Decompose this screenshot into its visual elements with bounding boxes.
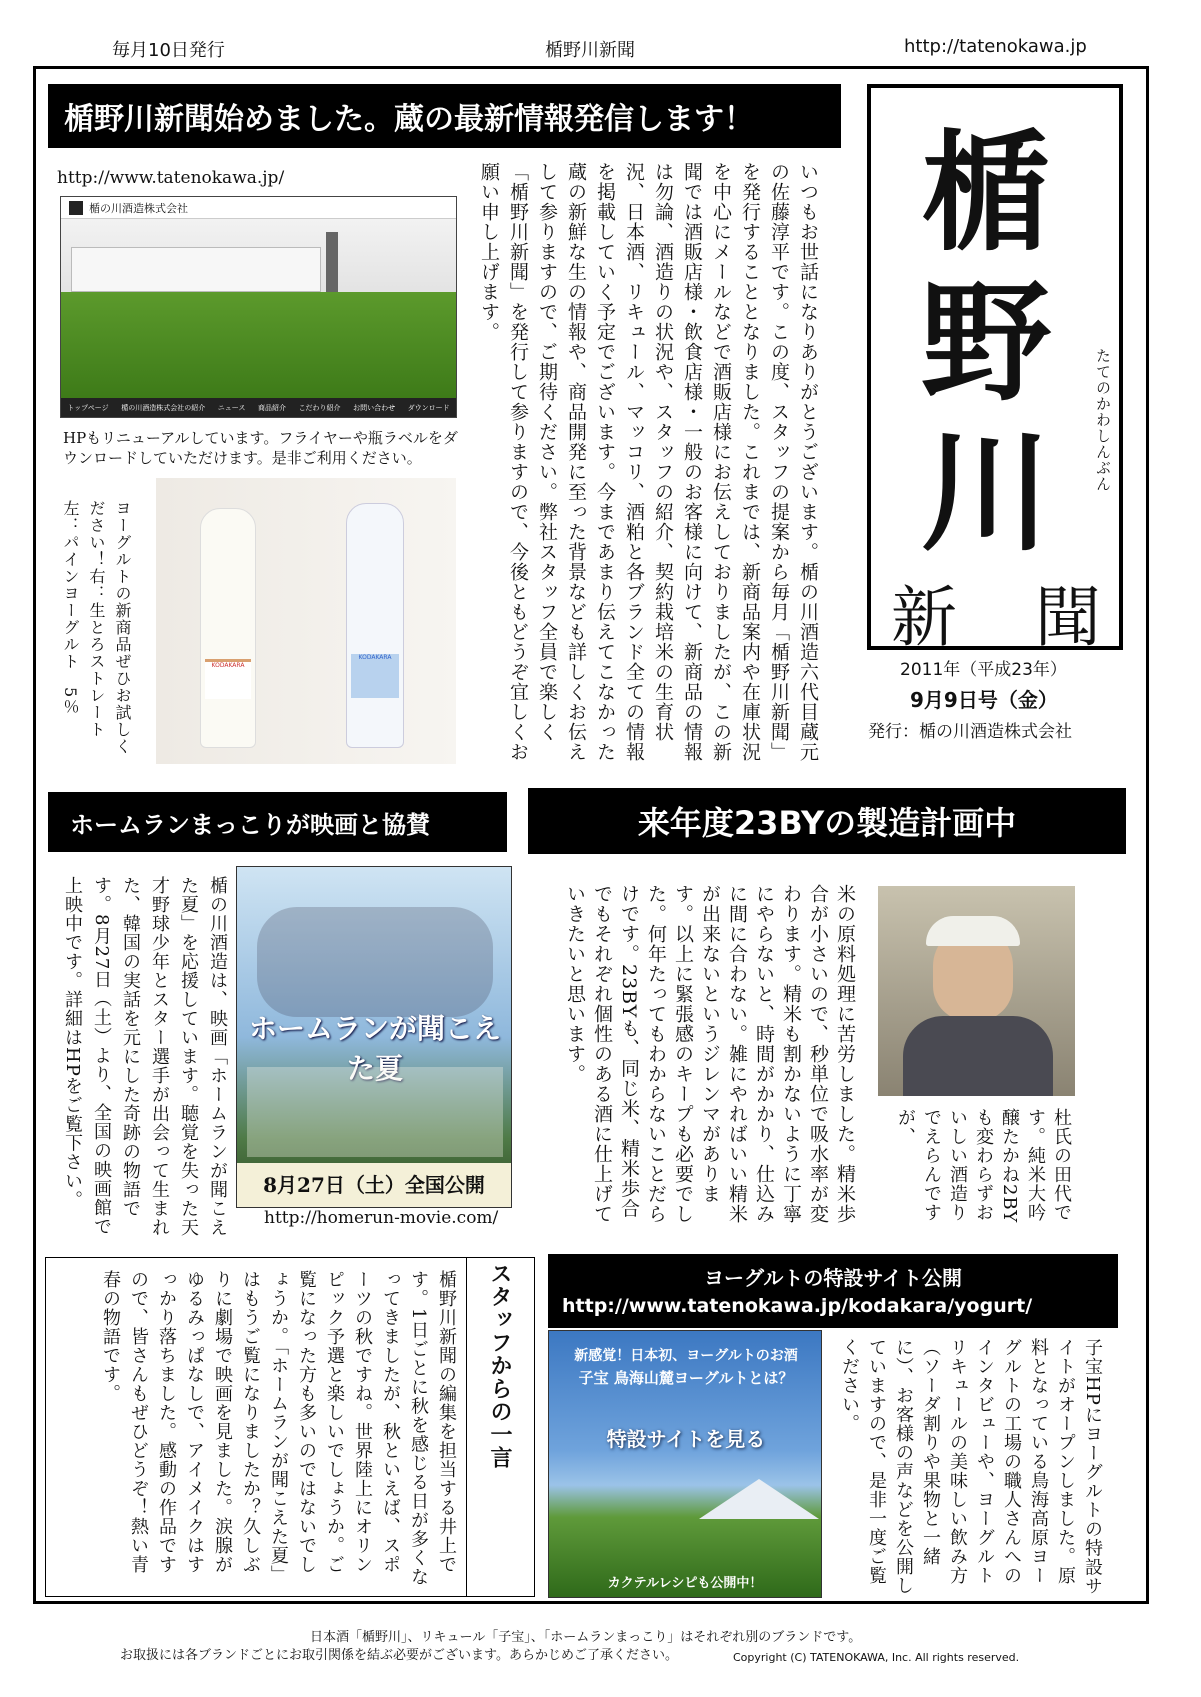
footer-copyright: Copyright (C) TATENOKAWA, Inc. All rights reserved.	[733, 1651, 1020, 1664]
poster-stadium	[247, 1067, 503, 1157]
homerun-headline	[48, 792, 507, 852]
website-url[interactable]: http://www.tatenokawa.jp/	[57, 168, 285, 188]
homerun-article: 楯の川酒造は、映画「ホームランが聞こえた夏」を応援しています。聴覚を失った天才野球少年とスター選手が出会って生まれた、韓国の実話を元にした奇跡の物語です。8月27日（土）より、全国の映画館で上映中です。詳細はHPをご覧下さい。	[62, 876, 228, 1237]
yogurt-site-url[interactable]: http://www.tatenokawa.jp/kodakara/yogurt/	[562, 1295, 1033, 1317]
bottle-label: KODAKARA	[351, 654, 399, 698]
plan-article: 米の原料処理に苦労しました。精米歩合が小さいので、秒単位で吸水率が変わります。精米も割かないように丁寧にやらないと、時間がかかり、仕込みに間に合わない。雑にやればいい精米が出来ないというジレンマがあります。以上に緊張感のキープも必要でした。何年たってもわからないことだらけです。23BYも、同じ米、精米歩合でもそれぞれ個性のある酒に仕上げていきたいと思います。	[564, 884, 856, 1224]
bottle-left	[200, 508, 256, 748]
website-nav	[61, 398, 456, 417]
homerun-url[interactable]: http://homerun-movie.com/	[264, 1208, 499, 1228]
poster-title: ホームランが聞こえた夏	[248, 1012, 501, 1085]
issue-frequency: 毎月10日発行	[112, 40, 225, 61]
nav-item[interactable]: ダウンロード	[407, 403, 450, 412]
masthead-char: 川	[920, 417, 1051, 569]
yogurt-product-caption: ヨーグルトの新商品ぜひお試しください！右：生とろストレート 左：パインヨーグルト 5％	[61, 500, 132, 755]
staff-article: 楯野川新聞の編集を担当する井上です。1日ごとに秋を感じる日が多くなってきましたが、秋といえば、スポーツの秋ですね。世界陸上にオリンピック予選と楽しいでしょうか。ご覧になった方も多いのではないでしょうか。「ホームランが聞こえた夏」はもうご覧になりましたか？久しぶりに劇場で映画を見ました。涙腺がゆるみっぱなしで、アイメイクはすっかり落ちました。感動の作品ですので、皆さんもぜひどうぞ！熱い青春の物語です。	[100, 1270, 457, 1587]
brewery-chimney	[326, 232, 338, 292]
plan-headline-text: 来年度23BYの製造計画中	[637, 804, 1017, 842]
website-screenshot	[60, 196, 457, 418]
masthead-char: 楯	[920, 117, 1051, 269]
website-caption: HPもリニューアルしています。フライヤーや瓶ラベルをダウンロードしていただけます。是非ご利用ください。	[63, 429, 458, 467]
banner-line2: 子宝 鳥海山麓ヨーグルトとは？	[578, 1369, 794, 1387]
masthead-logo	[867, 84, 1123, 656]
bottle-right	[346, 503, 404, 748]
main-headline-text: 楯野川新聞始めました。蔵の最新情報発信します！	[64, 102, 754, 137]
company-logo-icon	[69, 201, 83, 215]
issue-publisher: 発行：楯の川酒造株式会社	[868, 722, 1072, 742]
person-body	[903, 1016, 1053, 1096]
yogurt-bottles-photo	[156, 478, 456, 764]
header-url[interactable]: http://tatenokawa.jp	[904, 36, 1087, 57]
nav-item[interactable]: 商品紹介	[258, 403, 286, 412]
mountain-image	[699, 1479, 819, 1519]
issue-year: 2011年（平成23年）	[900, 660, 1067, 680]
footer-notice: お取扱には各ブランドごとにお取引関係を結ぶ必要がございます。あらかじめご了承ください。	[120, 1648, 678, 1663]
staff-headline: スタッフからの一言	[487, 1262, 513, 1469]
header-title: 楯野川新聞	[545, 40, 635, 61]
nav-item[interactable]: お問い合わせ	[353, 403, 396, 412]
plan-side-note: 杜氏の田代です。純米大吟醸たかね2BYも変わらずおいしい酒造りでえらんですが、	[895, 1108, 1072, 1224]
main-headline	[48, 84, 841, 148]
homerun-headline-text: ホームランまっこりが映画と協賛	[70, 810, 430, 839]
banner-button[interactable]: 特設サイトを見る	[606, 1427, 766, 1451]
plan-headline	[528, 788, 1126, 854]
staff-divider	[466, 1257, 467, 1597]
poster-players	[257, 907, 493, 1017]
brewery-building	[71, 247, 321, 292]
poster-date: 8月27日（土）全国公開	[237, 1163, 511, 1207]
masthead-char: 野	[920, 267, 1051, 419]
yogurt-site-banner[interactable]	[548, 1330, 822, 1598]
intro-article: いつもお世話になりありがとうございます。楯の川酒造六代目蔵元の佐藤淳平です。この度、スタッフの提案から毎月「楯野川新聞」を発行することとなりました。これまでは、新商品案内や在庫状況を中心にメールなどで酒販店様にお伝えしておりましたが、この新聞では酒販店様・飲食店様・一般のお客様に向けて、新商品の情報は勿論、酒造りの状況や、スタッフの紹介、契約栽培米の生育状況、日本酒、リキュール、マッコリ、酒粕と各ブランド全ての情報を掲載していく予定でございます。今まであまり伝えてこなかった蔵の新鮮な生の情報や、商品開発に至った背景なども詳しくお伝えして参りますので、ご期待ください。弊社スタッフ全員で楽しく「楯野川新聞」を発行して参りますので、今後ともどうぞ宜しくお願い申し上げます。	[478, 162, 819, 762]
masthead-char: 新	[891, 579, 957, 656]
nav-item[interactable]: ニュース	[217, 403, 246, 412]
toji-photo	[878, 886, 1075, 1096]
masthead-char: 聞	[1035, 579, 1101, 656]
nav-item[interactable]: こだわり紹介	[298, 403, 341, 412]
banner-footer: カクテルレシピも公開中！	[607, 1576, 763, 1591]
banner-line1: 新感覚！日本初、ヨーグルトのお酒	[574, 1348, 798, 1364]
person-cap	[926, 916, 1020, 946]
issue-date: 9月9日号（金）	[910, 688, 1058, 712]
footer-brands: 日本酒「楯野川」、リキュール「子宝」、「ホームランまっこり」はそれぞれ別のブランドです。	[310, 1630, 862, 1645]
nav-item[interactable]: トップページ	[67, 403, 109, 412]
movie-poster[interactable]	[236, 866, 512, 1208]
yogurt-site-headline-text: ヨーグルトの特設サイト公開	[704, 1266, 962, 1290]
nav-item[interactable]: 楯の川酒造株式会社の紹介	[121, 403, 206, 412]
website-company: 楯の川酒造株式会社	[89, 201, 188, 215]
bottle-label: KODAKARA	[205, 659, 251, 699]
yogurt-site-headline	[548, 1254, 1118, 1328]
yogurt-site-article: 子宝HPにヨーグルトの特設サイトがオープンしました。原料となっている鳥海高原ヨーグルトの工場の職人さんへのインタビューや、ヨーグルトリキュールの美味しい飲み方（ソーダ割りや果物と一緒に）、お客様の声などを公開していますので、是非一度ご覧ください。	[839, 1338, 1103, 1596]
masthead-ruby: たてのかわしんぶん	[1094, 348, 1112, 492]
rice-field-image	[61, 292, 456, 400]
